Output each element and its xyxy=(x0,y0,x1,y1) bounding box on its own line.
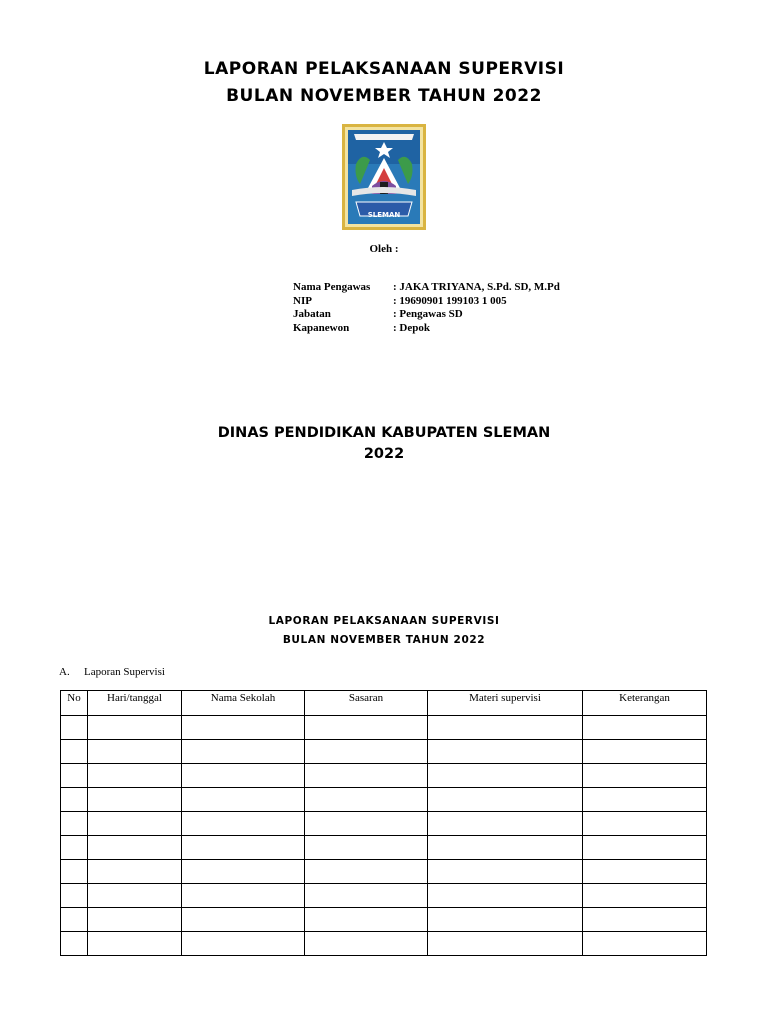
identity-value: : Depok xyxy=(393,321,430,334)
table-cell xyxy=(88,788,182,812)
report-title xyxy=(0,56,768,110)
table-cell xyxy=(583,740,707,764)
identity-row-nama xyxy=(293,281,560,295)
table-cell xyxy=(88,764,182,788)
table-cell xyxy=(583,908,707,932)
table-cell xyxy=(305,836,428,860)
table-header-row xyxy=(61,691,707,716)
section-a-label: Laporan Supervisi xyxy=(84,666,165,678)
identity-key: Kapanewon xyxy=(293,321,350,334)
table-row xyxy=(61,932,707,956)
table-cell xyxy=(61,764,88,788)
table-cell xyxy=(583,836,707,860)
table-cell xyxy=(305,764,428,788)
sleman-regency-emblem-icon xyxy=(342,124,426,230)
table-cell xyxy=(61,908,88,932)
section-a-number: A. xyxy=(59,666,70,678)
table-cell xyxy=(583,932,707,956)
table-cell xyxy=(61,788,88,812)
identity-key: NIP xyxy=(293,294,312,307)
table-cell xyxy=(583,884,707,908)
table-cell xyxy=(182,764,305,788)
header-materi-supervisi: Materi supervisi xyxy=(428,691,583,716)
table-row xyxy=(61,884,707,908)
table-cell xyxy=(305,932,428,956)
table-cell xyxy=(305,788,428,812)
identity-key: Nama Pengawas xyxy=(293,281,371,293)
table-cell xyxy=(305,740,428,764)
table-cell xyxy=(88,860,182,884)
identity-row-nip xyxy=(293,295,560,309)
table-row xyxy=(61,908,707,932)
header-keterangan: Keterangan xyxy=(583,691,707,716)
table-cell xyxy=(583,764,707,788)
section-a-heading xyxy=(59,666,165,678)
report-title-line-1: LAPORAN PELAKSANAAN SUPERVISI xyxy=(203,59,565,79)
table-cell xyxy=(428,884,583,908)
table-cell xyxy=(305,860,428,884)
table-cell xyxy=(583,788,707,812)
identity-value: : Pengawas SD xyxy=(393,308,463,320)
agency-year: 2022 xyxy=(363,446,405,462)
section-title xyxy=(0,612,768,650)
table-cell xyxy=(428,932,583,956)
table-cell xyxy=(182,884,305,908)
table-row xyxy=(61,716,707,740)
table-cell xyxy=(305,884,428,908)
table-row xyxy=(61,764,707,788)
table-cell xyxy=(305,716,428,740)
table-row xyxy=(61,740,707,764)
agency-heading xyxy=(0,423,768,465)
identity-value: : JAKA TRIYANA, S.Pd. SD, M.Pd xyxy=(393,281,560,293)
table-cell xyxy=(182,908,305,932)
identity-row-kapanewon xyxy=(293,322,560,336)
table-cell xyxy=(428,860,583,884)
identity-key: Jabatan xyxy=(293,308,331,320)
table-row xyxy=(61,812,707,836)
table-cell xyxy=(88,836,182,860)
table-row xyxy=(61,860,707,884)
table-cell xyxy=(428,836,583,860)
table-cell xyxy=(583,860,707,884)
table-cell xyxy=(305,812,428,836)
header-hari-tanggal: Hari/tanggal xyxy=(88,691,182,716)
table-cell xyxy=(61,740,88,764)
table-cell xyxy=(88,908,182,932)
author-identity xyxy=(293,281,560,335)
table-cell xyxy=(182,740,305,764)
table-cell xyxy=(305,908,428,932)
table-cell xyxy=(182,860,305,884)
table-cell xyxy=(428,764,583,788)
table-cell xyxy=(182,836,305,860)
table-cell xyxy=(61,812,88,836)
table-body xyxy=(61,716,707,956)
table-cell xyxy=(61,860,88,884)
section-title-line-1: LAPORAN PELAKSANAAN SUPERVISI xyxy=(268,615,500,627)
table-cell xyxy=(88,884,182,908)
header-sasaran: Sasaran xyxy=(305,691,428,716)
table-cell xyxy=(88,716,182,740)
table-cell xyxy=(182,932,305,956)
report-title-line-2: BULAN NOVEMBER TAHUN 2022 xyxy=(226,86,542,106)
table-cell xyxy=(182,716,305,740)
table-row xyxy=(61,788,707,812)
oleh-label: Oleh : xyxy=(369,243,399,255)
table-row xyxy=(61,836,707,860)
table-cell xyxy=(88,740,182,764)
table-cell xyxy=(61,884,88,908)
table-cell xyxy=(428,908,583,932)
table-cell xyxy=(182,812,305,836)
table-cell xyxy=(583,716,707,740)
header-no: No xyxy=(61,691,88,716)
section-title-line-2: BULAN NOVEMBER TAHUN 2022 xyxy=(282,634,486,646)
header-nama-sekolah: Nama Sekolah xyxy=(182,691,305,716)
table-cell xyxy=(428,812,583,836)
table-cell xyxy=(61,716,88,740)
table-cell xyxy=(583,812,707,836)
identity-value: : 19690901 199103 1 005 xyxy=(393,294,507,307)
logo-caption: SLEMAN xyxy=(367,211,401,219)
table-cell xyxy=(182,788,305,812)
table-cell xyxy=(428,740,583,764)
supervisi-table xyxy=(60,690,707,956)
table-cell xyxy=(88,932,182,956)
agency-name: DINAS PENDIDIKAN KABUPATEN SLEMAN xyxy=(217,425,551,441)
table-cell xyxy=(428,788,583,812)
identity-row-jabatan xyxy=(293,308,560,322)
table-cell xyxy=(61,932,88,956)
table-cell xyxy=(428,716,583,740)
table-cell xyxy=(88,812,182,836)
table-cell xyxy=(61,836,88,860)
